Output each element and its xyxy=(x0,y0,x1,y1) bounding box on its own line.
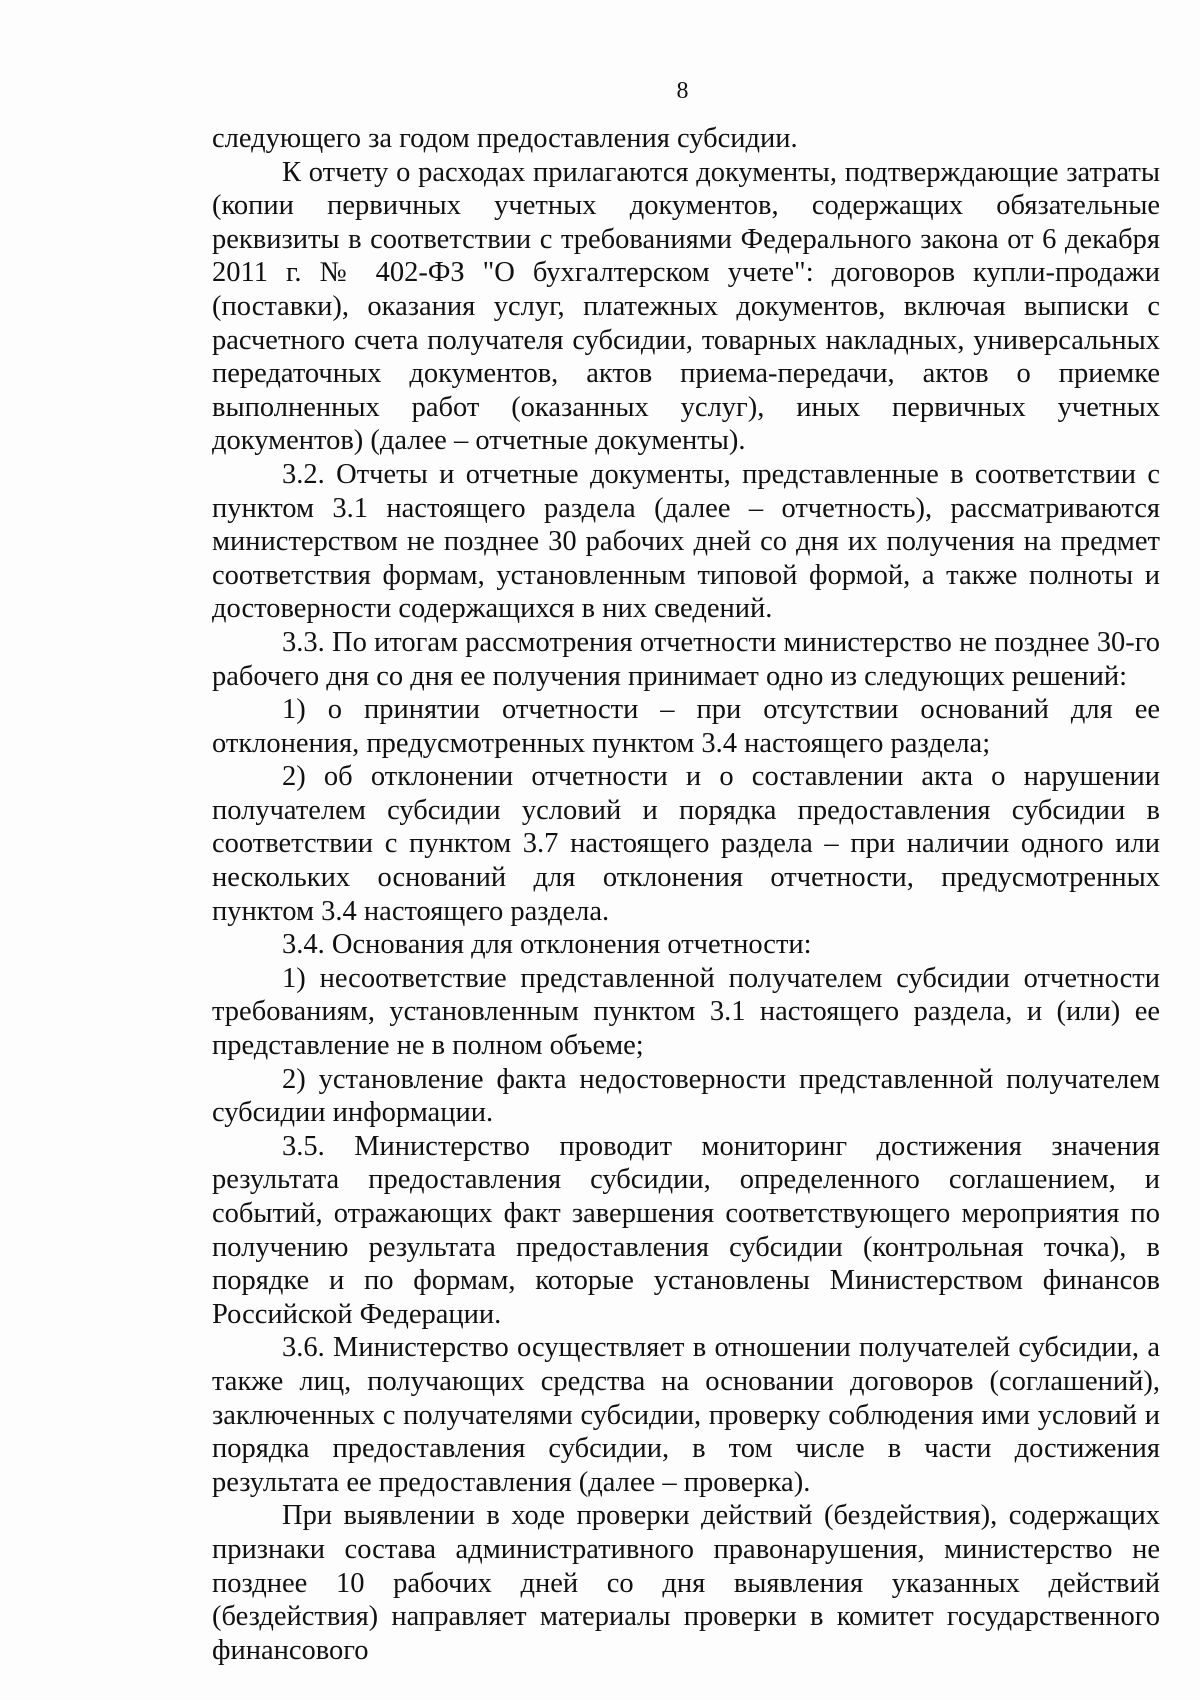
paragraph: 3.4. Основания для отклонения отчетности: xyxy=(282,929,812,961)
paragraph: 1) несоответствие представленной получателем субсидии отчетности требованиям, установленным пунктом 3.1 настоящего раздела, и (или) ее представление не в полном объеме; xyxy=(212,962,1160,1062)
paragraph: 2) об отклонении отчетности и о составлении акта о нарушении получателем субсидии условий и порядка предоставления субсидии в соответствии с пунктом 3.7 настоящего раздела – при наличии одного или нескольких оснований для отклонения отчетности, предусмотренных пунктом 3.4 настоящего раздела. xyxy=(212,761,1160,927)
paragraph: При выявлении в ходе проверки действий (бездействия), содержащих признаки состава административного правонарушения, министерство не позднее 10 рабочих дней со дня выявления указанных действий (бездействия) направляет материалы проверки в комитет государственного финансового xyxy=(212,1500,1160,1666)
paragraph: 1) о принятии отчетности – при отсутствии оснований для ее отклонения, предусмотренных пунктом 3.4 настоящего раздела; xyxy=(212,694,1160,759)
paragraph: К отчету о расходах прилагаются документы, подтверждающие затраты (копии первичных учетных документов, содержащих обязательные реквизиты в соответствии с требованиями Федерального закона от 6 декабря 2011 г. № 402-ФЗ "О бухгалтерском учете": договоров купли-продажи (поставки), оказания услуг, платежных документов, включая выписки с расчетного счета получателя субсидии, товарных накладных, универсальных передаточных документов, актов приема-передачи, актов о приемке выполненных работ (оказанных услуг), иных первичных учетных документов) (далее – отчетные документы). xyxy=(212,156,1160,457)
paragraph: 3.2. Отчеты и отчетные документы, представленные в соответствии с пунктом 3.1 настоящего раздела (далее – отчетность), рассматриваются министерством не позднее 30 рабочих дней со дня их получения на предмет соответствия формам, установленным типовой формой, а также полноты и достоверности содержащихся в них сведений. xyxy=(212,458,1160,625)
paragraph: 3.3. По итогам рассмотрения отчетности министерство не позднее 30-го рабочего дня со дня ее получения принимает одно из следующих решений: xyxy=(212,626,1160,692)
paragraph: 3.5. Министерство проводит мониторинг достижения значения результата предоставления субсидии, определенного соглашением, и событий, отражающих факт завершения соответствующего мероприятия по получению результата предоставления субсидии (контрольная точка), в порядке и по формам, которые установлены Министерством финансов Российской Федерации. xyxy=(212,1130,1160,1330)
paragraph: 2) установление факта недостоверности представленной получателем субсидии информации. xyxy=(212,1063,1160,1129)
paragraph: 3.6. Министерство осуществляет в отношении получателей субсидии, а также лиц, получающих средства на основании договоров (соглашений), заключенных с получателями субсидии, проверку соблюдения ими условий и порядка предоставления субсидии, в том числе в части достижения результата ее предоставления (далее – проверка). xyxy=(212,1332,1160,1498)
page-number: 8 xyxy=(676,78,689,104)
document-body xyxy=(212,122,1160,1667)
paragraph: следующего за годом предоставления субсидии. xyxy=(212,123,798,154)
